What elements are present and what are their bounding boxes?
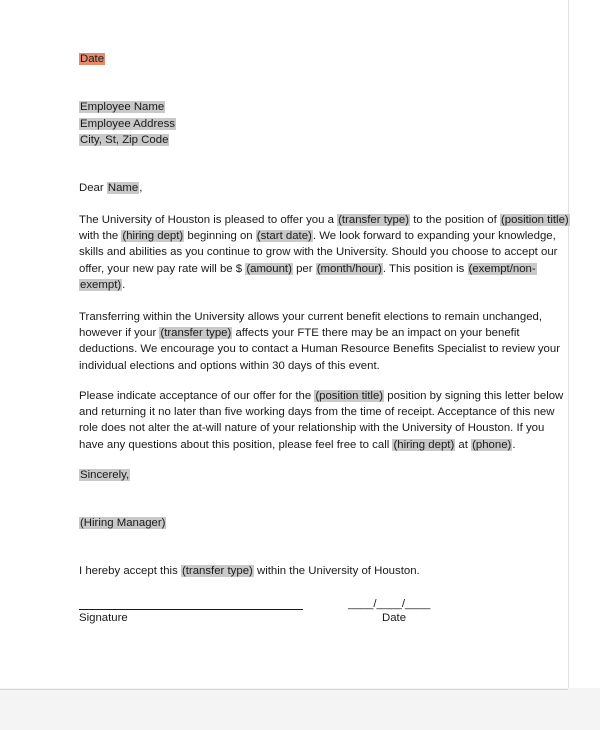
position-title-field: (position title) — [315, 390, 384, 402]
date-field: Date — [80, 53, 105, 65]
salutation: Dear Name, — [79, 182, 143, 194]
phone-field: (phone) — [472, 438, 512, 451]
paragraph-acceptance: Please indicate acceptance of our offer for the (position title) position by signing this letter below and returning it no later than five working days from the time of receipt. Acceptance of this new role does not alter the at-will nature of your relationship with the University of Houston. If you have any questions about this position, please feel free to call (hiring dept) at (phone). — [79, 390, 564, 451]
date-blanks: ____/____/____ — [348, 598, 431, 610]
transfer-type-field: (transfer type) — [160, 327, 232, 340]
hiring-dept-field: (hiring dept) — [122, 230, 184, 243]
next-page-strip — [0, 688, 600, 730]
hiring-manager: (Hiring Manager) — [80, 517, 166, 529]
position-title-field: (position title) — [500, 214, 569, 226]
paragraph-benefits: Transferring within the University allows your current benefit elections to remain unchanged, however if your (transfer type) affects your FTE there may be an impact on your benefit deductions. We encourage you to contact a Human Resource Benefits Specialist to review your individual elections and options within 30 days of this event. — [79, 311, 560, 372]
exempt-field: (exempt/non- — [468, 262, 536, 275]
acceptance-statement: I hereby accept this (transfer type) within the University of Houston. — [79, 565, 420, 577]
transfer-type-field: (transfer type) — [338, 214, 410, 226]
pay-period-field: (month/hour) — [316, 262, 382, 275]
date-label: Date — [382, 612, 407, 624]
transfer-type-field: (transfer type) — [181, 565, 253, 577]
page-divider — [0, 689, 568, 690]
paragraph-offer: The University of Houston is pleased to offer you a (transfer type) to the position of (position title) with the (hiring dept) beginning on (start date). We look forward to expanding your knowledge, skills and abilities as you continue to grow with the University. Should you choose to accept our offer, your new pay rate will be $ (amount) per (month/hour). This position is (exempt/non- exempt). — [79, 214, 569, 291]
employee-city: City, St, Zip Code — [80, 134, 169, 146]
employee-name: Employee Name — [80, 101, 165, 113]
start-date-field: (start date) — [256, 230, 312, 243]
amount-field: (amount) — [246, 262, 292, 275]
closing-sincerely: Sincerely, — [80, 469, 130, 481]
employee-address: Employee Address — [80, 118, 175, 130]
hiring-dept-field: (hiring dept) — [393, 438, 455, 451]
signature-label: Signature — [79, 612, 128, 624]
date-line — [79, 51, 105, 67]
exempt-field-cont: exempt) — [80, 278, 122, 291]
